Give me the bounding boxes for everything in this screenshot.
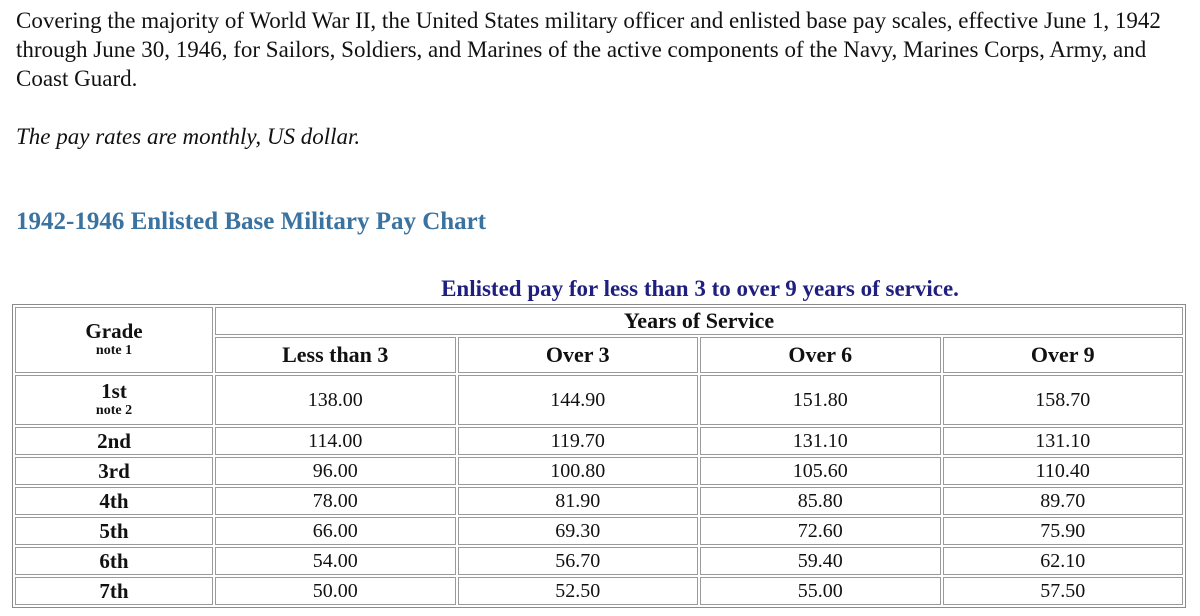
pay-cell: 110.40 [943,457,1184,485]
pay-cell: 56.70 [458,547,699,575]
pay-cell: 66.00 [215,517,456,545]
pay-rates-note: The pay rates are monthly, US dollar. [16,124,361,149]
pay-cell: 57.50 [943,577,1184,605]
pay-cell: 75.90 [943,517,1184,545]
intro-paragraph: Covering the majority of World War II, the United States military officer and enlisted base pay scales, effective June 1, 1942 through June 30, 1946, for Sailors, Soldiers, and Marines of the active components of the Navy, Marines Corps, Army, and Coast Guard. [16,8,1161,91]
pay-cell: 131.10 [700,427,941,455]
pay-cell: 96.00 [215,457,456,485]
pay-cell: 52.50 [458,577,699,605]
pay-cell: 85.80 [700,487,941,515]
column-header: Over 3 [458,337,699,373]
pay-cell: 100.80 [458,457,699,485]
pay-cell: 158.70 [943,375,1184,425]
column-header: Less than 3 [215,337,456,373]
pay-cell: 72.60 [700,517,941,545]
column-header: Over 6 [700,337,941,373]
chart-title: 1942-1946 Enlisted Base Military Pay Chart [16,208,487,235]
table-row [15,547,1183,575]
grade-cell: 5th [15,517,213,545]
table-row [15,375,1183,425]
pay-cell: 151.80 [700,375,941,425]
grade-cell: 4th [15,487,213,515]
pay-cell: 105.60 [700,457,941,485]
grade-note: note 2 [95,403,133,418]
pay-cell: 59.40 [700,547,941,575]
pay-cell: 62.10 [943,547,1184,575]
grade-cell: 2nd [15,427,213,455]
column-header: Over 9 [943,337,1184,373]
grade-label: 1st [101,379,127,403]
pay-cell: 89.70 [943,487,1184,515]
table-row [15,577,1183,605]
table-row [15,457,1183,485]
pay-cell: 138.00 [215,375,456,425]
table-row [15,427,1183,455]
pay-cell: 78.00 [215,487,456,515]
grade-cell: 7th [15,577,213,605]
pay-cell: 114.00 [215,427,456,455]
grade-header: Grade [85,319,143,343]
grade-header-note: note 1 [95,343,133,358]
pay-cell: 81.90 [458,487,699,515]
pay-cell: 119.70 [458,427,699,455]
pay-cell: 144.90 [458,375,699,425]
table-caption: Enlisted pay for less than 3 to over 9 years of service. [441,276,959,301]
grade-cell [15,375,213,425]
grade-cell: 6th [15,547,213,575]
table-row [15,517,1183,545]
pay-cell: 54.00 [215,547,456,575]
pay-table [12,304,1186,608]
grade-cell: 3rd [15,457,213,485]
pay-cell: 55.00 [700,577,941,605]
table-row [15,487,1183,515]
years-of-service-header: Years of Service [215,307,1183,335]
pay-cell: 69.30 [458,517,699,545]
pay-cell: 50.00 [215,577,456,605]
grade-header-cell [15,307,213,373]
pay-cell: 131.10 [943,427,1184,455]
